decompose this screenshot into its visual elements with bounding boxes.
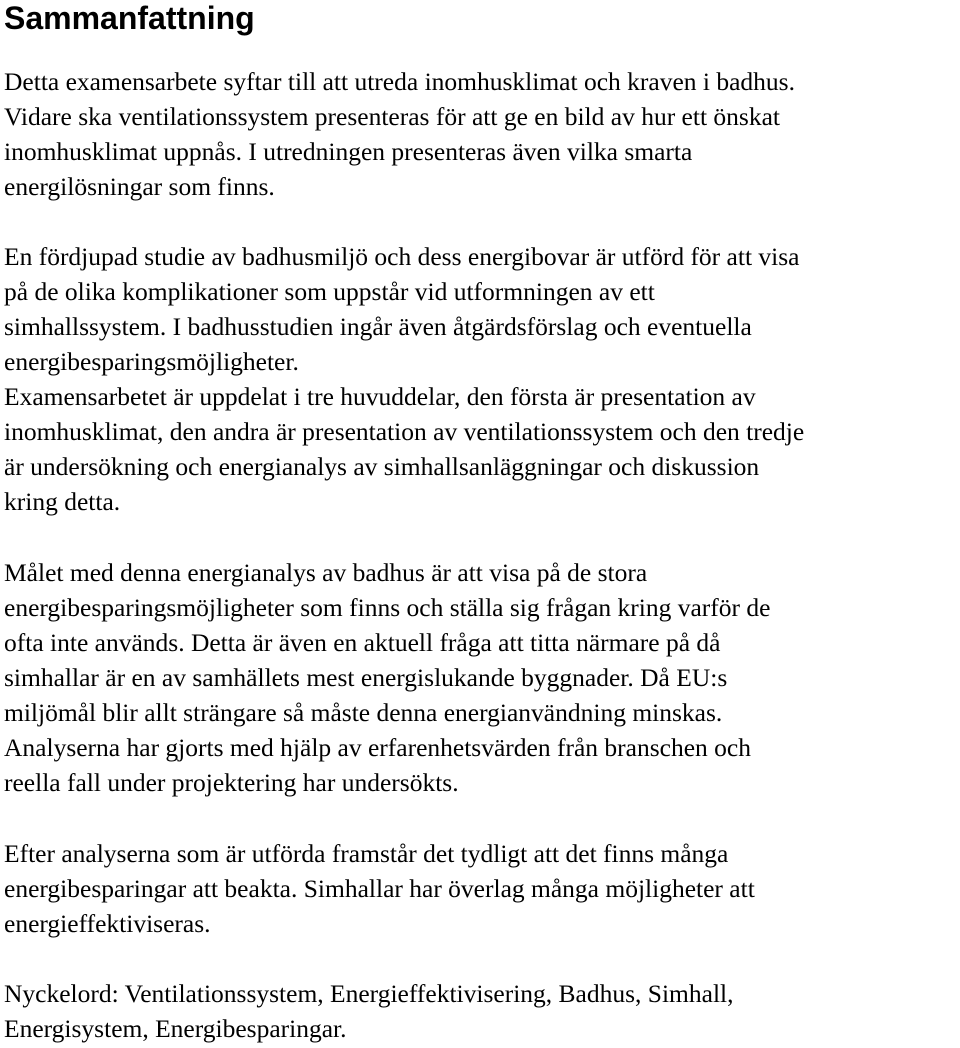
paragraph-3-line-4: kring detta.	[4, 487, 121, 516]
paragraph-4-line-2: energibesparingsmöjligheter som finns och ställa sig frågan kring varför de	[4, 593, 771, 622]
page-title: Sammanfattning	[4, 0, 255, 36]
paragraph-2-line-4: energibesparingsmöjligheter.	[4, 347, 299, 376]
keywords-line-2: Energisystem, Energibesparingar.	[4, 1014, 347, 1043]
paragraph-1-line-1: Detta examensarbete syftar till att utreda inomhusklimat och kraven i badhus.	[4, 67, 795, 96]
paragraph-2-line-2: på de olika komplikationer som uppstår vid utformningen av ett	[4, 277, 655, 306]
paragraph-1-line-2: Vidare ska ventilationssystem presenteras för att ge en bild av hur ett önskat	[4, 102, 780, 131]
paragraph-5-line-3: energieffektiviseras.	[4, 909, 211, 938]
paragraph-4-line-4: simhallar är en av samhällets mest energislukande byggnader. Då EU:s	[4, 663, 728, 692]
paragraph-3-line-2: inomhusklimat, den andra är presentation av ventilationssystem och den tredje	[4, 417, 805, 446]
paragraph-5-line-2: energibesparingar att beakta. Simhallar har överlag många möjligheter att	[4, 874, 755, 903]
paragraph-3-line-1: Examensarbetet är uppdelat i tre huvuddelar, den första är presentation av	[4, 382, 756, 411]
keywords-line-1: Nyckelord: Ventilationssystem, Energieffektivisering, Badhus, Simhall,	[4, 979, 734, 1008]
paragraph-4-line-3: ofta inte används. Detta är även en aktuell fråga att titta närmare på då	[4, 628, 721, 657]
paragraph-1-line-4: energilösningar som finns.	[4, 172, 275, 201]
paragraph-3-line-3: är undersökning och energianalys av simhallsanläggningar och diskussion	[4, 452, 760, 481]
paragraph-2-line-3: simhallssystem. I badhusstudien ingår även åtgärdsförslag och eventuella	[4, 312, 752, 341]
paragraph-4-line-7: reella fall under projektering har undersökts.	[4, 768, 459, 797]
paragraph-4-line-6: Analyserna har gjorts med hjälp av erfarenhetsvärden från branschen och	[4, 733, 751, 762]
paragraph-4-line-1: Målet med denna energianalys av badhus är att visa på de stora	[4, 558, 648, 587]
paragraph-5-line-1: Efter analyserna som är utförda framstår det tydligt att det finns många	[4, 839, 729, 868]
paragraph-1-line-3: inomhusklimat uppnås. I utredningen presenteras även vilka smarta	[4, 137, 693, 166]
paragraph-2-line-1: En fördjupad studie av badhusmiljö och dess energibovar är utförd för att visa	[4, 242, 800, 271]
paragraph-4-line-5: miljömål blir allt strängare så måste denna energianvändning minskas.	[4, 698, 723, 727]
